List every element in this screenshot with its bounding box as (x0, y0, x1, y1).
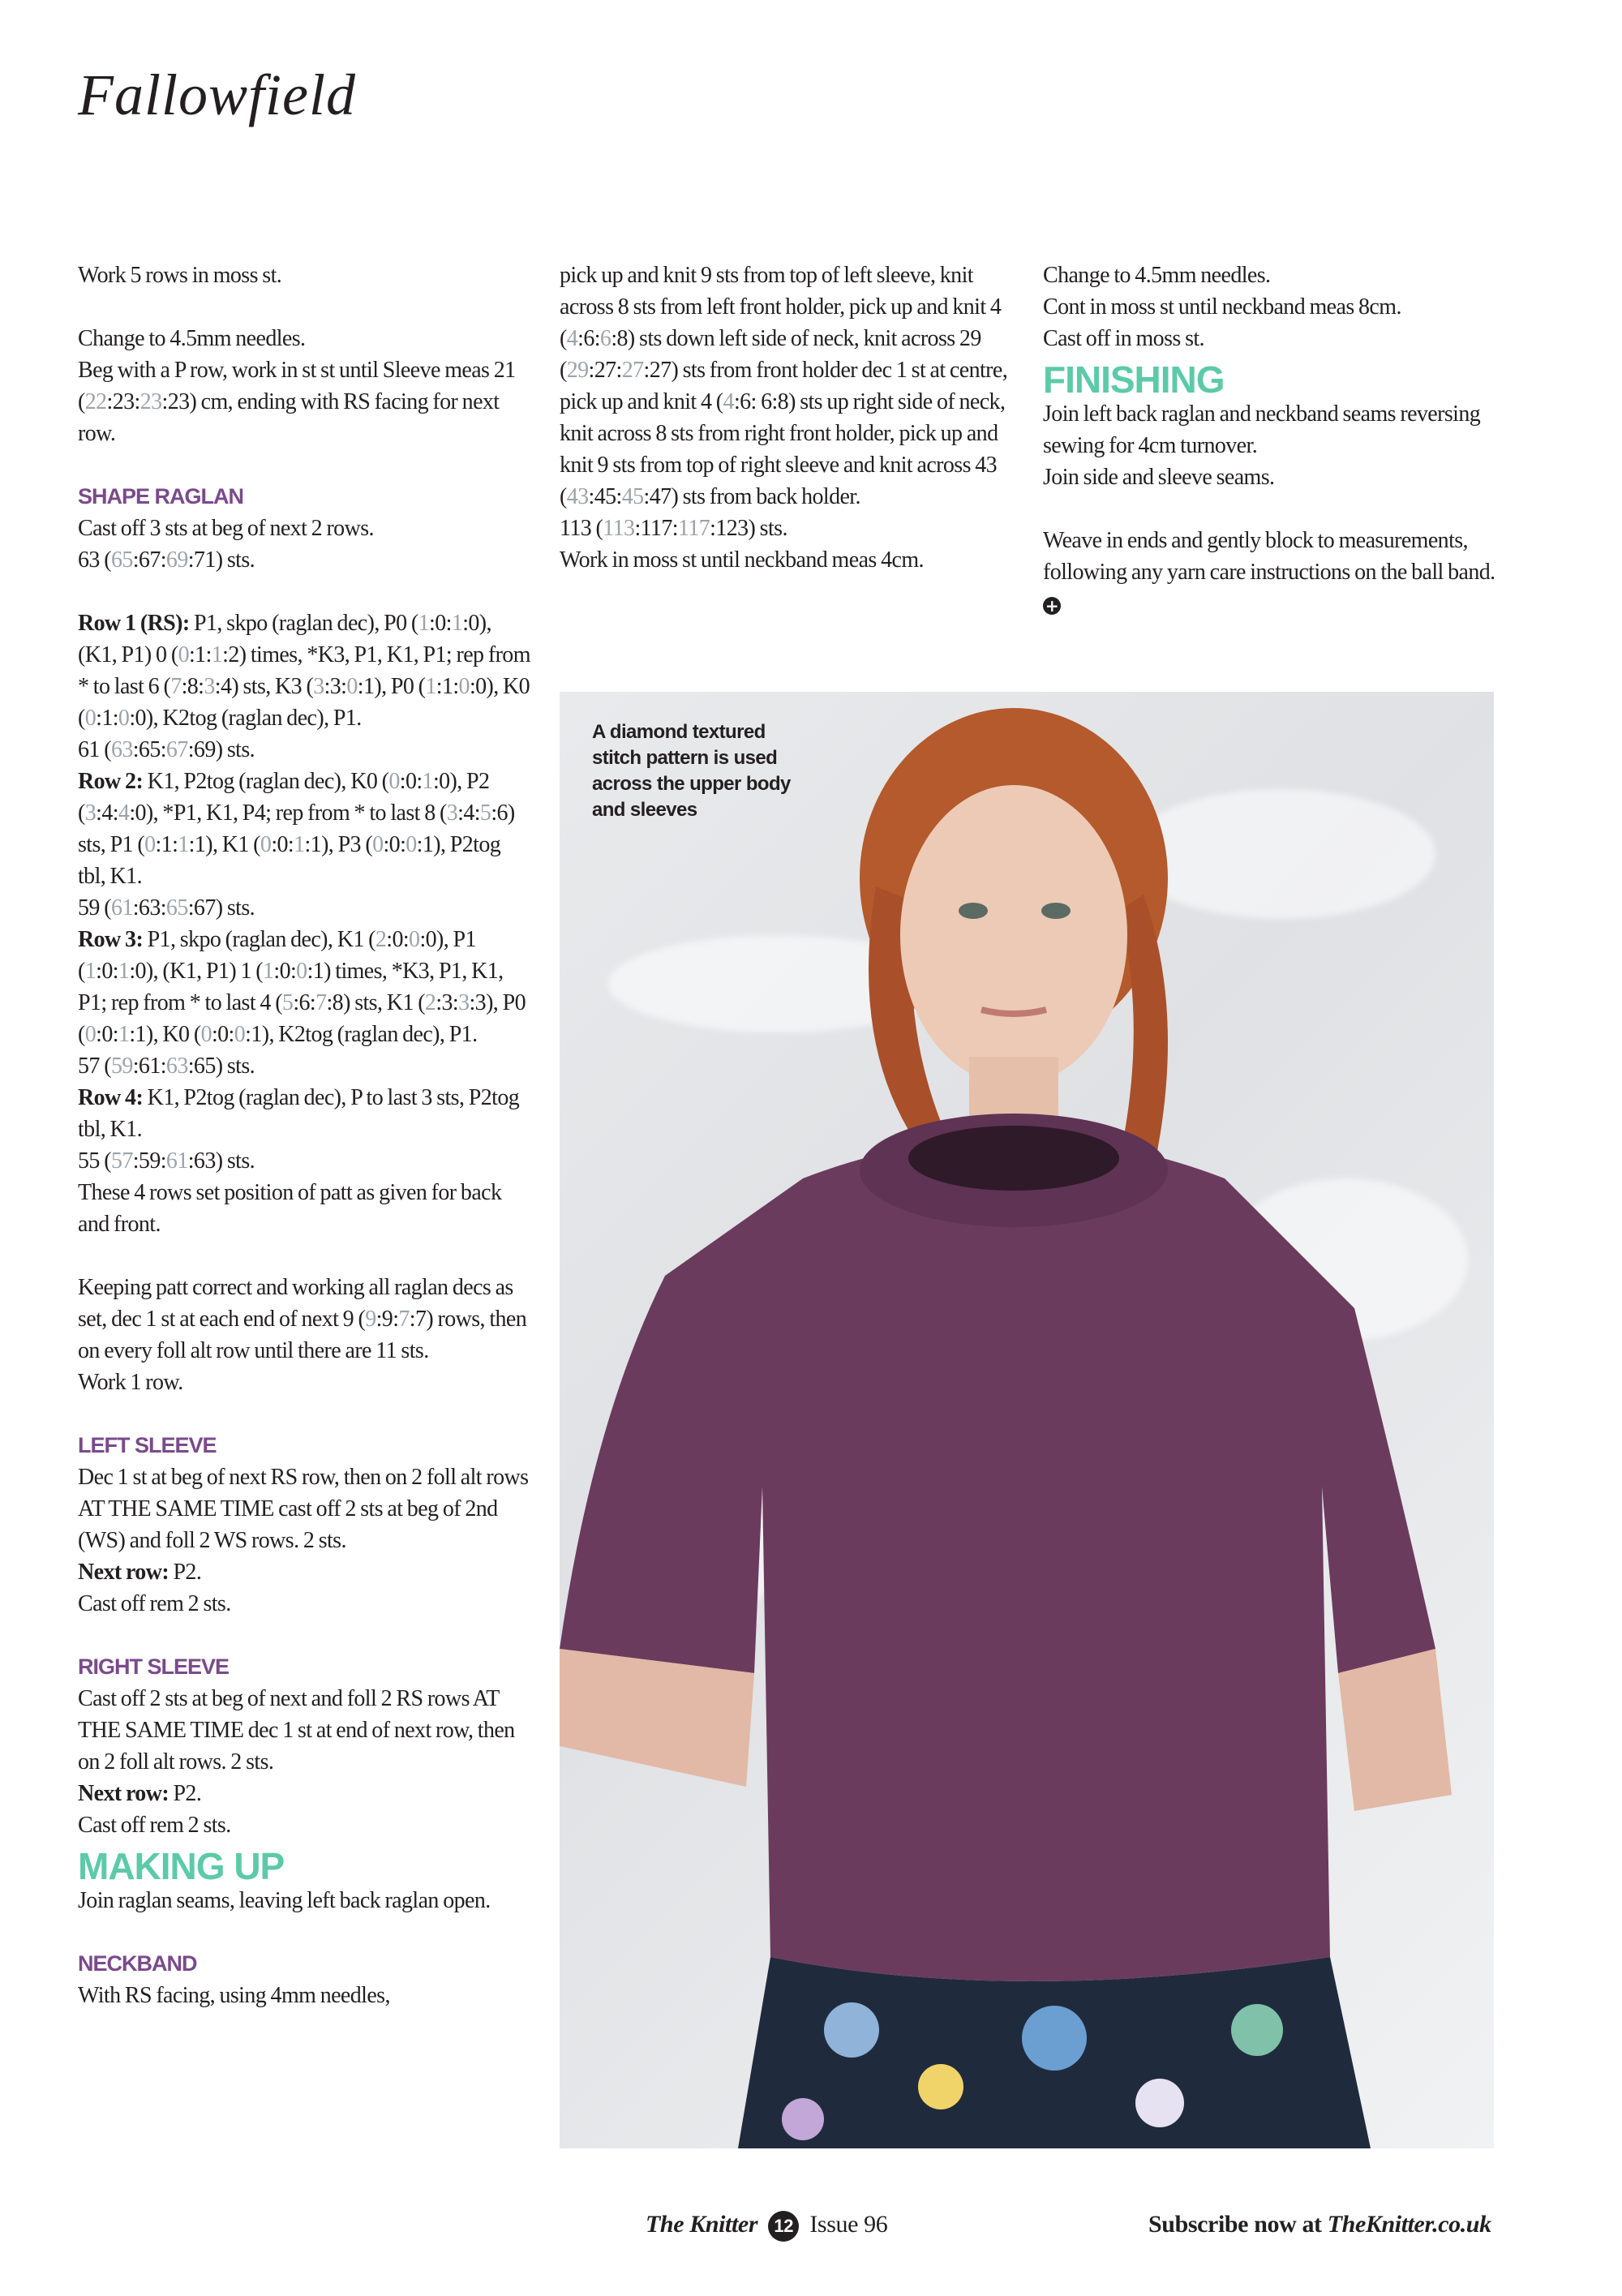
issue-number: Issue 96 (809, 2211, 888, 2238)
paragraph: pick up and knit 9 sts from top of left sleeve, knit across 8 sts from left front holder, pick up and knit 4 (4:6:6:8) sts down left side of neck, knit across 29 (29:27:27:27) sts from front holder dec 1 st at centre, pick up and knit 4 (4:6: 6:8) sts up right side of neck, knit across 8 sts from right front holder, pick up and knit 9 sts from top of right sleeve and knit across 43 (43:45:45:47) sts from back holder. (560, 263, 1008, 509)
photo-caption: A diamond textured stitch pattern is used across the upper body and sleeves (592, 721, 791, 821)
website-link[interactable]: TheKnitter.co.uk (1327, 2211, 1491, 2238)
stitch-count: 113 (113:117:117:123) sts. (560, 516, 787, 541)
row-3-instruction: Row 3: P1, skpo (raglan dec), K1 (2:0:0:0), P1 (1:0:1:0), (K1, P1) 1 (1:0:0:1) times, *K3, P1, K1, P1; rep from * to last 4 (5:6:7:8) sts, K1 (2:3:3:3), P0 (0:0:1:1), K0 (0:0:0:1), K2tog (raglan dec), P1. (78, 927, 526, 1047)
paragraph: Join side and sleeve seams. (1043, 465, 1275, 490)
paragraph: Dec 1 st at beg of next RS row, then on 2 foll alt rows AT THE SAME TIME cast off 2 sts at beg of 2nd (WS) and foll 2 WS rows. 2 sts. (78, 1465, 529, 1553)
paragraph: Weave in ends and gently block to measurements, following any yarn care instructions on the ball band. + (1043, 528, 1495, 616)
subheading-left-sleeve: LEFT SLEEVE (78, 1433, 217, 1457)
paragraph: Join raglan seams, leaving left back raglan open. (78, 1888, 491, 1913)
paragraph: Cast off rem 2 sts. (78, 1813, 231, 1838)
paragraph: Change to 4.5mm needles. (1043, 263, 1271, 288)
end-of-article-icon: + (1043, 597, 1061, 615)
heading-making-up: MAKING UP (78, 1845, 285, 1887)
paragraph: These 4 rows set position of patt as given for back and front. (78, 1180, 502, 1237)
model-photo (560, 692, 1494, 2148)
stitch-count: 61 (63:65:67:69) sts. (78, 737, 255, 762)
paragraph: Next row: P2. (78, 1560, 202, 1585)
page-number: 12 (768, 2211, 799, 2242)
heading-finishing: FINISHING (1043, 358, 1225, 401)
paragraph: Beg with a P row, work in st st until Sleeve meas 21 (22:23:23:23) cm, ending with RS facing for next row. (78, 358, 516, 446)
paragraph: Change to 4.5mm needles. (78, 326, 306, 351)
column-3 (1043, 260, 1497, 620)
paragraph: Next row: P2. (78, 1781, 202, 1806)
footer-subscribe: Subscribe now at TheKnitter.co.uk (1148, 2211, 1491, 2238)
paragraph: Cast off rem 2 sts. (78, 1591, 231, 1616)
paragraph: Join left back raglan and neckband seams reversing sewing for 4cm turnover. (1043, 401, 1481, 458)
page-title: Fallowfield (78, 62, 356, 127)
paragraph: Keeping patt correct and working all raglan decs as set, dec 1 st at each end of next 9 (9:9:7:7) rows, then on every foll alt row until there are 11 sts. (78, 1275, 527, 1363)
paragraph: Cast off 3 sts at beg of next 2 rows. (78, 516, 374, 541)
stitch-count: 63 (65:67:69:71) sts. (78, 547, 255, 573)
paragraph: Cast off 2 sts at beg of next and foll 2 RS rows AT THE SAME TIME dec 1 st at end of next row, then on 2 foll alt rows. 2 sts. (78, 1686, 515, 1775)
column-1 (78, 260, 532, 2011)
row-1-instruction: Row 1 (RS): P1, skpo (raglan dec), P0 (1:0:1:0), (K1, P1) 0 (0:1:1:2) times, *K3, P1, K1, P1; rep from * to last 6 (7:8:3:4) sts, K3 (3:3:0:1), P0 (1:1:0:0), K0 (0:1:0:0), K2tog (raglan dec), P1. (78, 611, 530, 731)
subheading-neckband: NECKBAND (78, 1951, 197, 1976)
paragraph: Work 5 rows in moss st. (78, 263, 282, 288)
subheading-right-sleeve: RIGHT SLEEVE (78, 1654, 230, 1679)
footer-magazine (646, 2211, 887, 2242)
row-2-instruction: Row 2: K1, P2tog (raglan dec), K0 (0:0:1:0), P2 (3:4:4:0), *P1, K1, P4; rep from * to last 8 (3:4:5:6) sts, P1 (0:1:1:1), K1 (0:0:1:1), P3 (0:0:0:1), P2tog tbl, K1. (78, 769, 515, 889)
stitch-count: 57 (59:61:63:65) sts. (78, 1054, 255, 1079)
paragraph: Cast off in moss st. (1043, 326, 1204, 351)
stitch-count: 59 (61:63:65:67) sts. (78, 895, 255, 921)
paragraph: Work in moss st until neckband meas 4cm. (560, 547, 924, 573)
paragraph: Work 1 row. (78, 1370, 183, 1395)
paragraph: With RS facing, using 4mm needles, (78, 1983, 390, 2008)
magazine-name: The Knitter (646, 2211, 758, 2238)
column-2 (560, 260, 1014, 576)
stitch-count: 55 (57:59:61:63) sts. (78, 1148, 255, 1174)
subheading-shape-raglan: SHAPE RAGLAN (78, 484, 244, 509)
paragraph: Cont in moss st until neckband meas 8cm. (1043, 294, 1401, 320)
row-4-instruction: Row 4: K1, P2tog (raglan dec), P to last 3 sts, P2tog tbl, K1. (78, 1085, 520, 1142)
model-illustration (560, 692, 1494, 2148)
